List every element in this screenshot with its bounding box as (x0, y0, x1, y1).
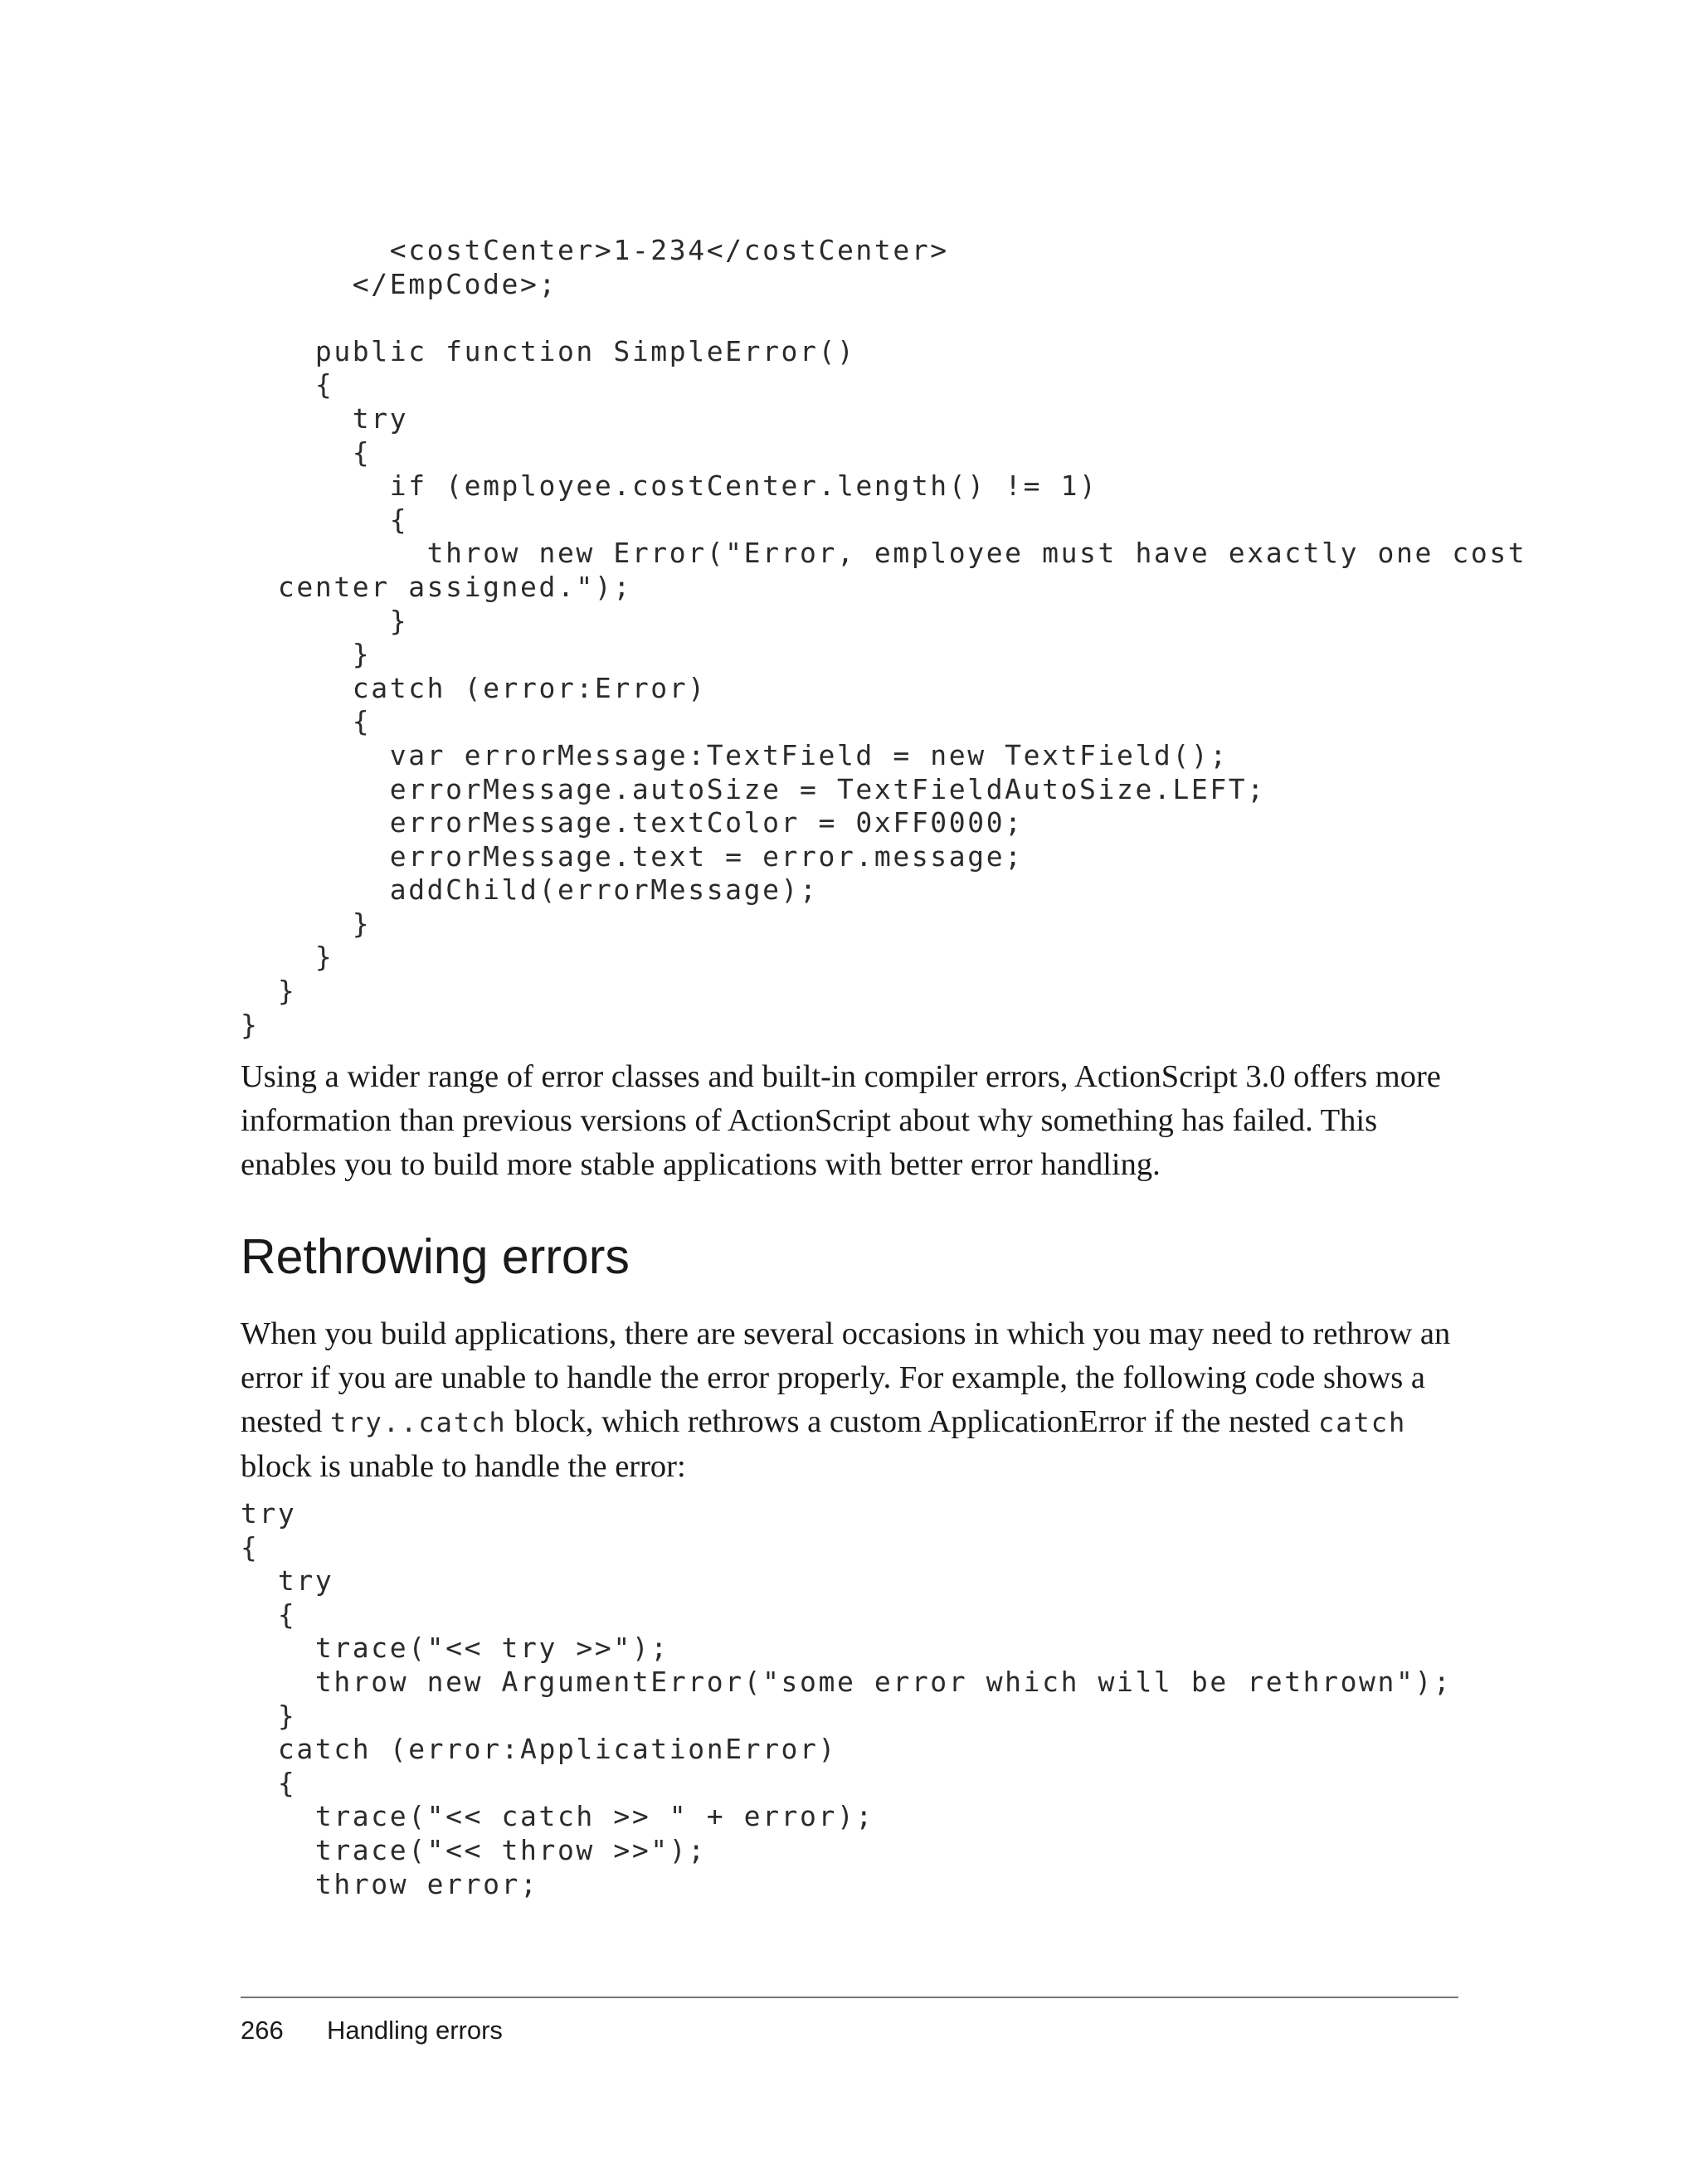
code-line: trace("<< catch >> " + error); (241, 1800, 874, 1833)
code-line: try (241, 401, 409, 435)
code-line: <costCenter>1-234</costCenter> (241, 234, 949, 266)
footer-divider (241, 1997, 1458, 1998)
code-line: } (241, 1008, 260, 1041)
code-line: } (241, 604, 409, 637)
paragraph-text: When you build applications, there are several occasions in which you may need to rethrow an error if you are unable to handle the error properly. For example, the following code shows a nested (241, 1316, 1451, 1439)
code-line: { (241, 1766, 297, 1799)
code-line: throw new ArgumentError("some error which will be rethrown"); (241, 1665, 1453, 1698)
code-line: public function SimpleError() (241, 334, 856, 367)
code-line: errorMessage.textColor = 0xFF0000; (241, 806, 1024, 839)
code-line: </EmpCode>; (241, 267, 557, 300)
code-line: if (employee.costCenter.length() != 1) (241, 469, 1098, 503)
code-line: throw new Error("Error, employee must have exactly one cost (241, 537, 1527, 570)
code-line: } (241, 975, 297, 1008)
code-line: } (241, 1699, 297, 1732)
code-listing-rethrow (241, 1497, 1452, 1901)
code-line: try (241, 1497, 297, 1530)
code-line: throw error; (241, 1867, 539, 1900)
footer-section-title: Handling errors (327, 2016, 503, 2045)
code-line: { (241, 503, 409, 536)
code-line: { (241, 705, 372, 738)
code-line: } (241, 941, 334, 974)
code-line: { (241, 1598, 297, 1631)
section-heading-rethrowing-errors: Rethrowing errors (241, 1229, 630, 1284)
code-line: trace("<< throw >>"); (241, 1833, 707, 1866)
code-line: } (241, 907, 372, 940)
code-line: addChild(errorMessage); (241, 873, 819, 907)
page-number: 266 (241, 2016, 284, 2045)
code-line: var errorMessage:TextField = new TextField(); (241, 738, 1229, 771)
code-line: } (241, 638, 372, 671)
inline-code-try-catch: try..catch (329, 1407, 507, 1438)
code-line: trace("<< try >>"); (241, 1632, 669, 1665)
inline-code-catch: catch (1317, 1407, 1407, 1438)
code-line: { (241, 1530, 260, 1564)
page-footer (241, 2014, 503, 2047)
code-listing-simple-error (241, 234, 1526, 1042)
code-line: catch (error:ApplicationError) (241, 1733, 837, 1766)
code-line: try (241, 1564, 334, 1598)
body-paragraph-error-classes: Using a wider range of error classes and built-in compiler errors, ActionScript 3.0 offers more information than previous versions of ActionScript about why something has failed. This enables you to build more stable applications with better error handling. (241, 1059, 1441, 1182)
code-line: errorMessage.autoSize = TextFieldAutoSize.LEFT; (241, 772, 1266, 805)
code-line: { (241, 368, 334, 401)
code-line: { (241, 435, 372, 469)
code-line: errorMessage.text = error.message; (241, 839, 1024, 873)
paragraph-text: block, which rethrows a custom ApplicationError if the nested (506, 1404, 1318, 1439)
code-line: catch (error:Error) (241, 671, 707, 704)
paragraph-text: block is unable to handle the error: (241, 1449, 686, 1484)
body-paragraph-rethrowing (241, 1312, 1460, 1489)
code-line: center assigned."); (241, 570, 632, 603)
